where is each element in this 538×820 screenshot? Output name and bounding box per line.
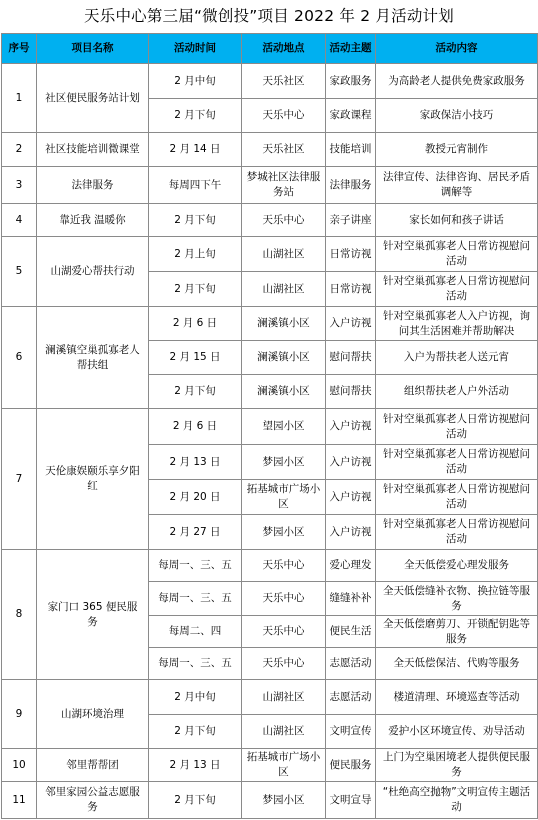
cell-place-text: 天乐中心 xyxy=(262,559,305,571)
cell-time-text: 2 月下旬 xyxy=(174,793,216,806)
cell-place xyxy=(242,480,326,515)
cell-theme xyxy=(326,375,376,409)
cell-place-text: 梦园小区 xyxy=(262,525,305,538)
cell-place xyxy=(242,237,326,272)
cell-project-name: 邻里帮帮团 xyxy=(37,749,149,782)
cell-place-text: 山湖社区 xyxy=(262,725,305,737)
cell-time xyxy=(149,582,242,616)
cell-place xyxy=(242,616,326,648)
cell-no: 8 xyxy=(2,550,37,680)
table-row xyxy=(2,680,538,715)
cell-place xyxy=(242,680,326,715)
cell-time xyxy=(149,307,242,341)
cell-theme-text: 入户访视 xyxy=(329,490,372,503)
cell-content xyxy=(376,680,538,715)
cell-theme-text: 入户访视 xyxy=(329,525,372,538)
cell-content xyxy=(376,515,538,550)
header-no: 序号 xyxy=(2,34,37,64)
cell-place xyxy=(242,64,326,99)
cell-theme xyxy=(326,515,376,550)
cell-place-text: 澜溪镇小区 xyxy=(257,385,310,397)
cell-content xyxy=(376,133,538,167)
cell-time xyxy=(149,204,242,237)
cell-time-text: 2 月 13 日 xyxy=(169,455,221,468)
cell-content-text: 针对空巢孤寡老人日常访视慰问活动 xyxy=(383,412,530,440)
cell-content-text: 针对空巢孤寡老人日常访视慰问活动 xyxy=(383,448,530,475)
cell-time-text: 2 月中旬 xyxy=(174,690,216,703)
cell-time xyxy=(149,237,242,272)
cell-time xyxy=(149,341,242,375)
cell-place-text: 山湖社区 xyxy=(262,690,305,703)
cell-place xyxy=(242,167,326,204)
cell-theme-text: 家政课程 xyxy=(329,109,372,121)
cell-place-text: 山湖社区 xyxy=(262,282,305,295)
cell-place-text: 天乐中心 xyxy=(262,592,305,604)
cell-theme-text: 便民生活 xyxy=(329,625,372,637)
cell-theme xyxy=(326,680,376,715)
table-body xyxy=(2,64,538,819)
cell-theme xyxy=(326,409,376,445)
cell-time xyxy=(149,480,242,515)
cell-theme xyxy=(326,204,376,237)
cell-content xyxy=(376,582,538,616)
cell-place-text: 梦城社区法律服务站 xyxy=(246,171,321,198)
cell-time-text: 2 月 15 日 xyxy=(169,351,221,363)
cell-content-text: 针对空巢孤寡老人日常访视慰问活动 xyxy=(383,275,530,302)
cell-theme xyxy=(326,582,376,616)
cell-theme xyxy=(326,237,376,272)
cell-time-text: 每周二、四 xyxy=(168,625,222,637)
cell-time xyxy=(149,515,242,550)
cell-content-text: 全天低偿保洁、代购等服务 xyxy=(393,657,520,669)
cell-time-text: 2 月下旬 xyxy=(174,385,216,397)
cell-no: 3 xyxy=(2,167,37,204)
cell-content xyxy=(376,167,538,204)
cell-content xyxy=(376,480,538,515)
cell-content xyxy=(376,375,538,409)
cell-theme xyxy=(326,480,376,515)
cell-no: 7 xyxy=(2,409,37,550)
cell-content-text: 全天低偿磨剪刀、开锁配钥匙等服务 xyxy=(383,617,530,645)
cell-project-name: 社区便民服务站计划 xyxy=(37,64,149,133)
cell-content-text: 上门为空巢困境老人提供便民服务 xyxy=(383,751,530,778)
cell-content-text: 入户为帮扶老人送元宵 xyxy=(404,351,509,363)
cell-time xyxy=(149,409,242,445)
cell-content xyxy=(376,272,538,307)
cell-content xyxy=(376,307,538,341)
cell-theme-text: 技能培训 xyxy=(329,143,372,155)
cell-place xyxy=(242,307,326,341)
cell-time xyxy=(149,375,242,409)
cell-project-name: 山湖爱心帮扶行动 xyxy=(37,237,149,307)
cell-theme-text: 入户访视 xyxy=(329,455,372,468)
cell-theme-text: 入户访视 xyxy=(329,317,372,329)
cell-theme-text: 志愿活动 xyxy=(329,690,372,703)
cell-theme xyxy=(326,749,376,782)
cell-theme-text: 家政服务 xyxy=(329,74,372,87)
cell-time xyxy=(149,133,242,167)
cell-time-text: 2 月下旬 xyxy=(174,282,216,295)
cell-time xyxy=(149,64,242,99)
cell-project-name: 法律服务 xyxy=(37,167,149,204)
header-project-name: 项目名称 xyxy=(37,34,149,64)
table-header-row xyxy=(2,34,538,64)
cell-content-text: 针对空巢孤寡老人入户访视，询问其生活困难并帮助解决 xyxy=(383,309,530,337)
cell-theme-text: 志愿活动 xyxy=(329,657,372,669)
cell-time-text: 每周一、三、五 xyxy=(158,657,232,669)
cell-place xyxy=(242,445,326,480)
cell-theme-text: 爱心理发 xyxy=(329,559,372,571)
cell-time-text: 每周一、三、五 xyxy=(158,592,232,604)
cell-no: 11 xyxy=(2,782,37,819)
cell-time-text: 2 月上旬 xyxy=(174,247,216,260)
cell-no: 2 xyxy=(2,133,37,167)
table-row xyxy=(2,550,538,582)
table-row xyxy=(2,204,538,237)
cell-time xyxy=(149,680,242,715)
cell-project-name: 家门口 365 便民服务 xyxy=(37,550,149,680)
cell-place-text: 天乐社区 xyxy=(262,143,305,155)
cell-content-text: 针对空巢孤寡老人日常访视慰问活动 xyxy=(383,240,530,267)
cell-content xyxy=(376,99,538,133)
cell-place-text: 山湖社区 xyxy=(262,247,305,260)
cell-place xyxy=(242,375,326,409)
cell-content xyxy=(376,715,538,749)
cell-no: 6 xyxy=(2,307,37,409)
cell-content-text: 法律宣传、法律咨询、居民矛盾调解等 xyxy=(383,171,530,198)
header-theme-text: 活动主题 xyxy=(329,42,372,54)
cell-time-text: 每周一、三、五 xyxy=(158,559,232,571)
cell-content-text: 针对空巢孤寡老人日常访视慰问活动 xyxy=(383,518,530,545)
cell-theme-text: 日常访视 xyxy=(329,247,372,260)
cell-time-text: 2 月 6 日 xyxy=(172,420,218,432)
cell-theme xyxy=(326,648,376,680)
cell-theme-text: 慰问帮扶 xyxy=(329,385,372,397)
header-content: 活动内容 xyxy=(376,34,538,64)
cell-theme-text: 文明宣导 xyxy=(329,793,372,806)
cell-time xyxy=(149,99,242,133)
cell-place xyxy=(242,749,326,782)
cell-content-text: 为高龄老人提供免费家政服务 xyxy=(388,74,525,87)
cell-theme-text: 文明宣传 xyxy=(329,725,372,737)
cell-place xyxy=(242,715,326,749)
cell-theme-text: 日常访视 xyxy=(329,282,372,295)
cell-content xyxy=(376,445,538,480)
header-time: 活动时间 xyxy=(149,34,242,64)
cell-time-text: 2 月下旬 xyxy=(174,725,216,737)
cell-no: 10 xyxy=(2,749,37,782)
cell-content xyxy=(376,616,538,648)
table-row xyxy=(2,64,538,99)
cell-no: 5 xyxy=(2,237,37,307)
cell-content-text: 针对空巢孤寡老人日常访视慰问活动 xyxy=(383,483,530,510)
cell-place xyxy=(242,550,326,582)
cell-theme-text: 慰问帮扶 xyxy=(329,351,372,363)
cell-time xyxy=(149,616,242,648)
header-place: 活动地点 xyxy=(242,34,326,64)
cell-content-text: 教授元宵制作 xyxy=(425,143,488,155)
cell-time-text: 2 月 6 日 xyxy=(172,317,218,329)
cell-theme xyxy=(326,133,376,167)
cell-content xyxy=(376,550,538,582)
cell-place-text: 拓基城市广场小区 xyxy=(246,483,321,510)
cell-theme-text: 亲子讲座 xyxy=(329,213,372,226)
cell-content-text: 爱护小区环境宣传、劝导活动 xyxy=(388,725,525,737)
cell-place xyxy=(242,272,326,307)
cell-project-name: 澜溪镇空巢孤寡老人帮扶组 xyxy=(37,307,149,409)
cell-time xyxy=(149,445,242,480)
cell-content-text: 楼道清理、环境巡查等活动 xyxy=(393,690,520,703)
cell-content-text: “杜绝高空抛物”文明宣传主题活动 xyxy=(382,786,531,813)
cell-place-text: 望园小区 xyxy=(262,420,305,432)
cell-place xyxy=(242,204,326,237)
cell-time xyxy=(149,648,242,680)
cell-theme-text: 入户访视 xyxy=(329,420,372,432)
cell-place xyxy=(242,409,326,445)
cell-time xyxy=(149,749,242,782)
cell-theme xyxy=(326,307,376,341)
cell-project-name: 天伦康娱颐乐享夕阳红 xyxy=(37,409,149,550)
cell-content xyxy=(376,204,538,237)
cell-no: 1 xyxy=(2,64,37,133)
cell-content xyxy=(376,782,538,819)
cell-time-text: 2 月中旬 xyxy=(174,74,216,87)
cell-place-text: 天乐中心 xyxy=(262,625,305,637)
cell-content xyxy=(376,409,538,445)
cell-place-text: 天乐社区 xyxy=(262,74,305,87)
cell-place-text: 梦园小区 xyxy=(262,793,305,806)
cell-theme xyxy=(326,616,376,648)
cell-time-text: 2 月 27 日 xyxy=(169,525,221,538)
cell-time-text: 2 月 13 日 xyxy=(169,758,221,771)
cell-content xyxy=(376,237,538,272)
cell-content-text: 全天低偿爱心理发服务 xyxy=(404,559,509,571)
cell-content-text: 全天低偿缝补衣物、换拉链等服务 xyxy=(383,584,530,612)
table-row xyxy=(2,237,538,272)
cell-time-text: 2 月下旬 xyxy=(174,109,216,121)
cell-project-name: 社区技能培训微课堂 xyxy=(37,133,149,167)
cell-time xyxy=(149,550,242,582)
cell-time xyxy=(149,782,242,819)
cell-time-text: 2 月 14 日 xyxy=(169,143,221,155)
cell-place-text: 澜溪镇小区 xyxy=(257,317,310,329)
cell-theme xyxy=(326,341,376,375)
cell-place xyxy=(242,582,326,616)
table-row xyxy=(2,133,538,167)
cell-content xyxy=(376,749,538,782)
cell-content-text: 组织帮扶老人户外活动 xyxy=(404,385,509,397)
table-row xyxy=(2,167,538,204)
cell-theme-text: 法律服务 xyxy=(329,178,372,191)
cell-place xyxy=(242,648,326,680)
activity-plan-table xyxy=(1,33,538,819)
cell-content xyxy=(376,341,538,375)
cell-place-text: 梦园小区 xyxy=(262,455,305,468)
cell-project-name: 邻里家园公益志愿服务 xyxy=(37,782,149,819)
cell-time-text: 每周四下午 xyxy=(168,178,222,191)
cell-time xyxy=(149,715,242,749)
cell-theme-text: 便民服务 xyxy=(329,758,372,771)
cell-theme xyxy=(326,64,376,99)
cell-theme xyxy=(326,715,376,749)
cell-theme xyxy=(326,550,376,582)
cell-place-text: 天乐中心 xyxy=(262,657,305,669)
cell-place xyxy=(242,341,326,375)
cell-place-text: 澜溪镇小区 xyxy=(257,351,310,363)
cell-project-name: 山湖环境治理 xyxy=(37,680,149,749)
table-row xyxy=(2,782,538,819)
cell-no: 4 xyxy=(2,204,37,237)
cell-content xyxy=(376,648,538,680)
cell-theme xyxy=(326,167,376,204)
cell-place-text: 天乐中心 xyxy=(262,213,305,226)
cell-theme xyxy=(326,782,376,819)
cell-content-text: 家政保洁小技巧 xyxy=(419,109,494,121)
cell-time xyxy=(149,167,242,204)
cell-theme xyxy=(326,99,376,133)
cell-place xyxy=(242,782,326,819)
header-theme xyxy=(326,34,376,64)
cell-content-text: 家长如何和孩子讲话 xyxy=(409,213,504,226)
page-title: 天乐中心第三届“微创投”项目 2022 年 2 月活动计划 xyxy=(84,7,454,25)
cell-content xyxy=(376,64,538,99)
cell-place xyxy=(242,99,326,133)
cell-place xyxy=(242,515,326,550)
cell-time-text: 2 月 20 日 xyxy=(169,490,221,503)
cell-project-name: 靠近我 温暖你 xyxy=(37,204,149,237)
cell-no: 9 xyxy=(2,680,37,749)
cell-theme xyxy=(326,445,376,480)
table-row xyxy=(2,409,538,445)
cell-theme-text: 缝缝补补 xyxy=(329,592,372,604)
cell-place xyxy=(242,133,326,167)
cell-place-text: 天乐中心 xyxy=(262,109,305,121)
cell-time-text: 2 月下旬 xyxy=(174,213,216,226)
table-row xyxy=(2,749,538,782)
cell-place-text: 拓基城市广场小区 xyxy=(246,751,321,778)
cell-time xyxy=(149,272,242,307)
table-row xyxy=(2,307,538,341)
cell-theme xyxy=(326,272,376,307)
